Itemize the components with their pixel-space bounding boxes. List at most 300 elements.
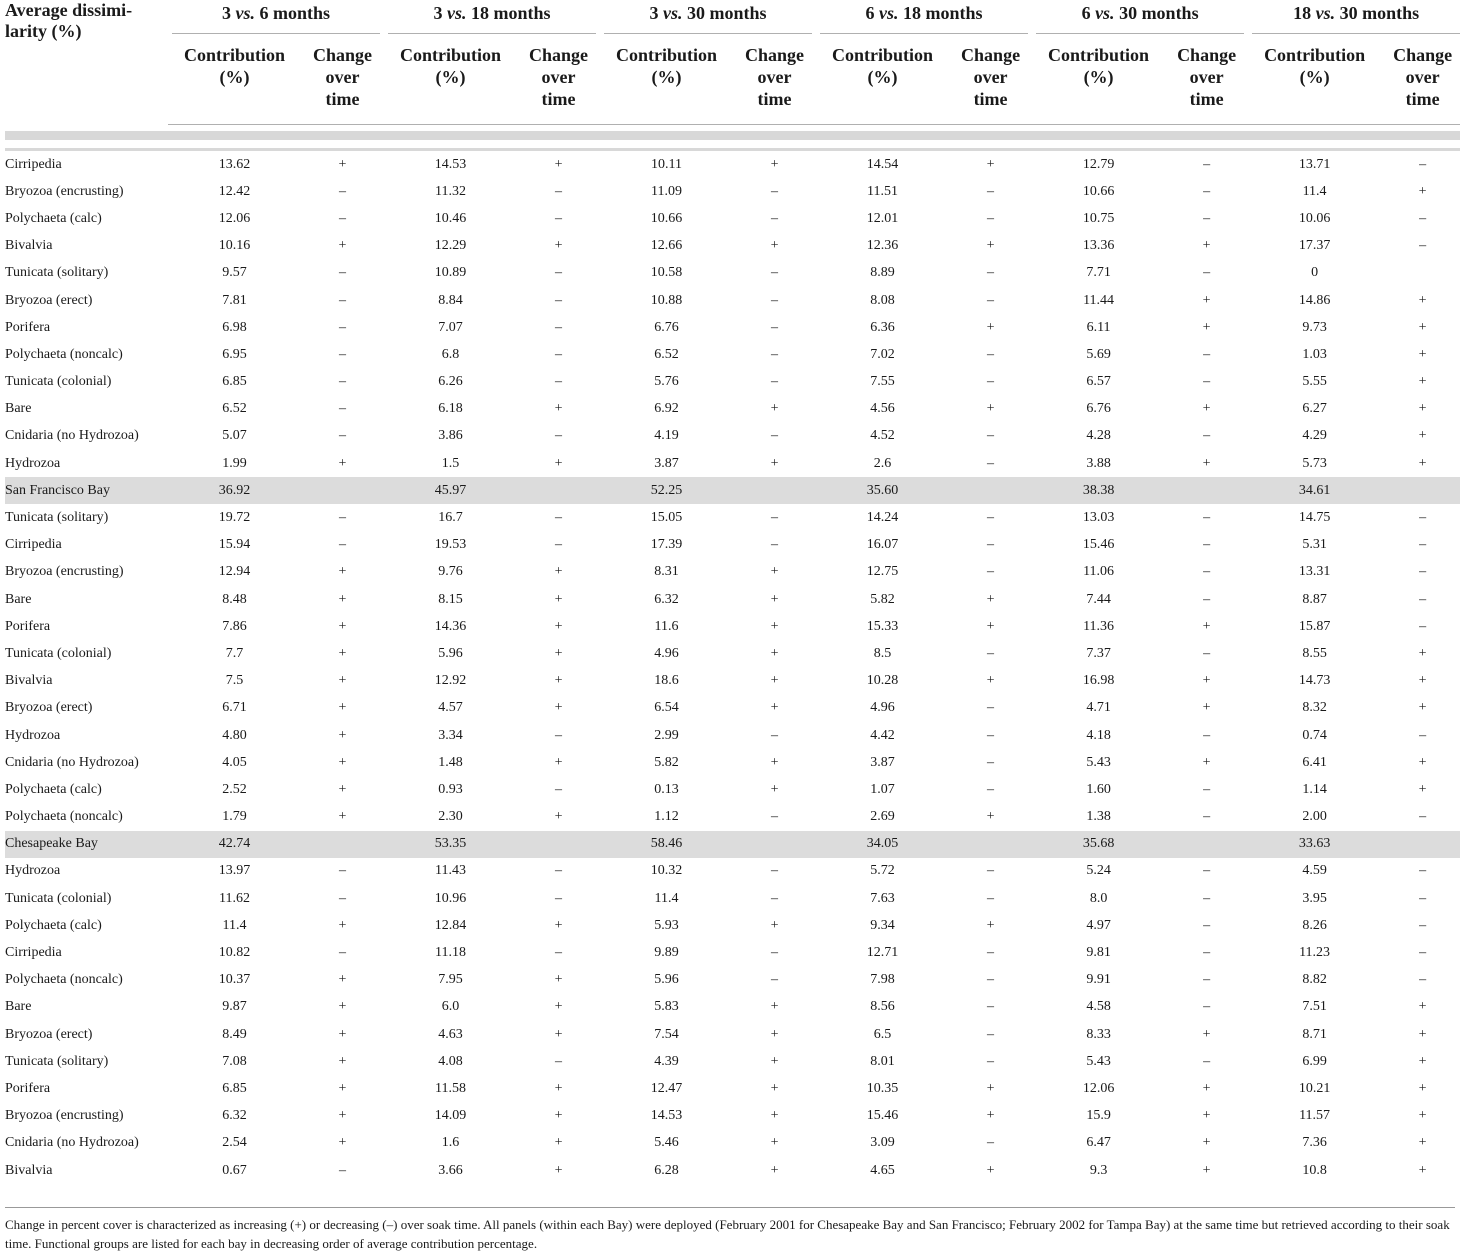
- functional-group-name: Bryozoa (encrusting): [5, 564, 124, 580]
- change-direction: +: [554, 673, 563, 689]
- functional-group-name: Tunicata (solitary): [5, 510, 109, 526]
- change-direction: –: [987, 1026, 995, 1042]
- table-row: [5, 586, 1460, 613]
- contribution-value: 13.31: [1298, 564, 1331, 580]
- change-direction: –: [1203, 972, 1211, 988]
- contribution-value: 12.36: [866, 238, 899, 254]
- contribution-value: 9.3: [1089, 1162, 1108, 1178]
- change-direction: [949, 477, 1032, 504]
- change-direction: –: [987, 972, 995, 988]
- contribution-value: 4.19: [654, 428, 679, 444]
- change-direction: +: [554, 591, 563, 607]
- contribution-value: 9.91: [1086, 972, 1111, 988]
- change-direction: +: [1418, 645, 1427, 661]
- contribution-value: 2.69: [870, 809, 895, 825]
- table-row: [5, 668, 1460, 695]
- dissimilarity-table: [5, 0, 1460, 1184]
- change-direction: –: [987, 346, 995, 362]
- change-direction: +: [1202, 1026, 1211, 1042]
- change-direction: –: [987, 183, 995, 199]
- functional-group-name: Cnidaria (no Hydrozoa): [5, 754, 139, 770]
- change-direction: +: [1202, 401, 1211, 417]
- functional-group-name: Bivalvia: [5, 238, 53, 254]
- contribution-value: 42.74: [168, 831, 301, 858]
- contribution-value: 12.29: [434, 238, 467, 254]
- contribution-value: 6.95: [222, 346, 247, 362]
- contribution-value: 5.72: [870, 863, 895, 879]
- contribution-value: 10.11: [651, 156, 683, 172]
- change-direction: +: [1418, 1053, 1427, 1069]
- change-direction: +: [338, 673, 347, 689]
- contribution-value: 9.34: [870, 917, 895, 933]
- change-direction: +: [1418, 346, 1427, 362]
- change-direction: +: [1418, 781, 1427, 797]
- contribution-value: 7.7: [225, 645, 244, 661]
- change-direction: +: [1202, 238, 1211, 254]
- change-direction: [1381, 260, 1460, 287]
- change-direction: +: [986, 238, 995, 254]
- change-direction: +: [770, 673, 779, 689]
- contribution-value: 1.03: [1302, 346, 1327, 362]
- contribution-value: 9.87: [222, 999, 247, 1015]
- change-direction: +: [554, 972, 563, 988]
- contribution-value: 6.76: [1086, 401, 1111, 417]
- change-direction: –: [555, 1053, 563, 1069]
- functional-group-name: Cirripedia: [5, 537, 62, 553]
- functional-group-name: Tunicata (colonial): [5, 890, 112, 906]
- functional-group-name: Hydrozoa: [5, 455, 61, 471]
- change-direction: +: [986, 618, 995, 634]
- change-direction: +: [338, 238, 347, 254]
- change-direction: +: [338, 1080, 347, 1096]
- change-direction: –: [555, 945, 563, 961]
- contribution-value: 14.53: [434, 156, 467, 172]
- contribution-value: 10.66: [1082, 183, 1115, 199]
- change-direction: –: [987, 292, 995, 308]
- change-direction: +: [554, 645, 563, 661]
- contribution-value: 10.89: [434, 265, 467, 281]
- change-direction: –: [987, 374, 995, 390]
- change-direction: –: [555, 890, 563, 906]
- change-direction: +: [1418, 374, 1427, 390]
- change-direction: +: [986, 591, 995, 607]
- comparison-header: 3 vs. 18 months: [384, 0, 600, 44]
- contribution-value: 14.53: [650, 1108, 683, 1124]
- change-direction: +: [1202, 700, 1211, 716]
- change-direction: –: [987, 564, 995, 580]
- contribution-value: 13.62: [218, 156, 251, 172]
- change-direction: –: [1203, 890, 1211, 906]
- change-direction: –: [771, 210, 779, 226]
- change-direction: –: [339, 183, 346, 199]
- contribution-value: 6.32: [222, 1108, 247, 1124]
- contribution-value: 6.0: [441, 999, 460, 1015]
- functional-group-name: Bryozoa (erect): [5, 292, 93, 308]
- contribution-value: 6.36: [870, 319, 895, 335]
- change-direction: +: [338, 754, 347, 770]
- change-direction: –: [1203, 428, 1211, 444]
- change-direction: –: [771, 863, 779, 879]
- change-direction: –: [1419, 727, 1427, 743]
- change-direction: +: [338, 455, 347, 471]
- contribution-value: 19.53: [434, 537, 467, 553]
- change-direction: +: [1202, 292, 1211, 308]
- contribution-value: 7.44: [1086, 591, 1111, 607]
- contribution-value: 15.94: [218, 537, 251, 553]
- contribution-value: 11.32: [435, 183, 466, 199]
- contribution-value: 5.69: [1086, 346, 1111, 362]
- change-direction: –: [987, 428, 995, 444]
- change-direction: –: [1419, 945, 1427, 961]
- change-direction: –: [987, 700, 995, 716]
- contribution-value: 6.85: [222, 1080, 247, 1096]
- functional-group-name: Cnidaria (no Hydrozoa): [5, 1135, 139, 1151]
- change-direction: +: [1202, 1162, 1211, 1178]
- contribution-value: 12.84: [434, 917, 467, 933]
- contribution-value: 12.06: [218, 210, 251, 226]
- contribution-value: 17.39: [650, 537, 683, 553]
- contribution-value: 9.81: [1086, 945, 1111, 961]
- change-direction: +: [1418, 1108, 1427, 1124]
- contribution-value: 8.48: [222, 591, 247, 607]
- contribution-value: 6.28: [654, 1162, 679, 1178]
- table-row: [5, 912, 1460, 939]
- contribution-value: 6.99: [1302, 1053, 1327, 1069]
- change-direction: +: [770, 754, 779, 770]
- table-row: [5, 1021, 1460, 1048]
- contribution-value: 4.97: [1086, 917, 1111, 933]
- footnote: Change in percent cover is characterized as increasing (+) or decreasing (–) over soak time. All panels (within each Bay) were deployed (February 2001 for Chesapeake Bay and San Francisco; February 2002 for Tampa Bay) at the same time but retrieved according to their soak time. Functional groups are listed for each bay in decreasing order of average contribution percentage.: [5, 1207, 1455, 1253]
- table-row: [5, 858, 1460, 885]
- change-direction: +: [986, 1108, 995, 1124]
- contribution-value: 5.76: [654, 374, 679, 390]
- change-direction: +: [338, 564, 347, 580]
- contribution-value: 38.38: [1032, 477, 1165, 504]
- contribution-value: 9.57: [222, 265, 247, 281]
- contribution-value: 0: [1311, 265, 1319, 281]
- functional-group-name: Porifera: [5, 319, 51, 335]
- change-direction: +: [770, 1026, 779, 1042]
- change-direction: –: [1203, 863, 1211, 879]
- table-row: [5, 178, 1460, 205]
- table-row: [5, 1075, 1460, 1102]
- contribution-value: 2.52: [222, 781, 247, 797]
- change-direction: –: [1419, 591, 1427, 607]
- functional-group-name: Bare: [5, 401, 32, 417]
- change-direction: –: [1203, 727, 1211, 743]
- contribution-value: 34.61: [1248, 477, 1381, 504]
- contribution-value: 8.26: [1302, 917, 1327, 933]
- change-direction: –: [1419, 238, 1427, 254]
- contribution-value: 10.06: [1298, 210, 1331, 226]
- change-direction: +: [986, 1162, 995, 1178]
- change-direction: –: [555, 510, 563, 526]
- change-direction: +: [770, 700, 779, 716]
- change-direction: +: [1418, 455, 1427, 471]
- contribution-value: 3.95: [1302, 890, 1327, 906]
- contribution-value: 14.24: [866, 510, 899, 526]
- change-direction: –: [555, 265, 563, 281]
- change-direction: +: [554, 1135, 563, 1151]
- contribution-value: 6.41: [1302, 754, 1327, 770]
- contribution-value: 11.09: [651, 183, 683, 199]
- change-direction: –: [1419, 972, 1427, 988]
- contribution-value: 12.94: [218, 564, 251, 580]
- change-direction: +: [1418, 428, 1427, 444]
- contribution-value: 14.73: [1298, 673, 1331, 689]
- contribution-value: 16.07: [866, 537, 899, 553]
- change-direction: –: [1203, 346, 1211, 362]
- change-direction: +: [554, 1026, 563, 1042]
- change-direction: +: [338, 1053, 347, 1069]
- contribution-value: 10.66: [650, 210, 683, 226]
- table-row: [5, 885, 1460, 912]
- contribution-value: 7.71: [1086, 265, 1111, 281]
- functional-group-name: Bryozoa (encrusting): [5, 1108, 124, 1124]
- change-direction: +: [554, 618, 563, 634]
- contribution-value: 15.9: [1086, 1108, 1111, 1124]
- contribution-value: 10.28: [866, 673, 899, 689]
- change-direction: [1381, 831, 1460, 858]
- contribution-value: 6.52: [654, 346, 679, 362]
- contribution-value: 3.87: [870, 754, 895, 770]
- contribution-value: 7.86: [222, 618, 247, 634]
- change-direction: +: [1418, 1135, 1427, 1151]
- contribution-value: 4.42: [870, 727, 895, 743]
- contribution-value: 10.88: [650, 292, 683, 308]
- contribution-value: 11.4: [654, 890, 679, 906]
- comparison-header: 6 vs. 18 months: [816, 0, 1032, 44]
- change-direction: +: [1202, 455, 1211, 471]
- change-direction: +: [338, 591, 347, 607]
- change-direction: –: [1203, 210, 1211, 226]
- change-direction: –: [339, 945, 346, 961]
- change-direction: –: [339, 265, 346, 281]
- change-direction: +: [338, 700, 347, 716]
- contribution-value: 10.8: [1302, 1162, 1327, 1178]
- table-row: [5, 1130, 1460, 1157]
- contribution-value: 12.71: [866, 945, 899, 961]
- change-direction: –: [555, 374, 563, 390]
- change-direction: –: [1203, 265, 1211, 281]
- contribution-value: 45.97: [384, 477, 517, 504]
- contribution-value: 1.14: [1302, 781, 1327, 797]
- change-over-time-header: Change over time: [949, 44, 1032, 125]
- change-direction: +: [554, 1162, 563, 1178]
- contribution-value: 1.99: [222, 455, 247, 471]
- change-direction: +: [770, 156, 779, 172]
- contribution-value: 6.98: [222, 319, 247, 335]
- contribution-value: 7.5: [225, 673, 244, 689]
- contribution-value: 5.83: [654, 999, 679, 1015]
- contribution-value: 1.12: [654, 809, 679, 825]
- change-direction: +: [554, 1080, 563, 1096]
- change-direction: +: [1418, 673, 1427, 689]
- contribution-value: 7.98: [870, 972, 895, 988]
- contribution-value: 11.23: [1299, 945, 1331, 961]
- change-direction: –: [771, 319, 779, 335]
- contribution-value: 1.48: [438, 754, 463, 770]
- contribution-value: 5.93: [654, 917, 679, 933]
- contribution-value: 11.43: [435, 863, 466, 879]
- contribution-value: 7.02: [870, 346, 895, 362]
- contribution-value: 4.52: [870, 428, 895, 444]
- table-row: [5, 205, 1460, 232]
- change-direction: –: [987, 781, 995, 797]
- contribution-value: 11.4: [222, 917, 247, 933]
- contribution-header: Contribution (%): [168, 44, 301, 125]
- change-direction: +: [1202, 673, 1211, 689]
- change-direction: –: [987, 537, 995, 553]
- contribution-value: 10.46: [434, 210, 467, 226]
- contribution-value: 34.05: [816, 831, 949, 858]
- table-row: [5, 967, 1460, 994]
- change-direction: +: [1418, 700, 1427, 716]
- functional-group-name: Hydrozoa: [5, 863, 61, 879]
- change-direction: –: [1203, 374, 1211, 390]
- change-direction: +: [338, 1108, 347, 1124]
- contribution-value: 8.33: [1086, 1026, 1111, 1042]
- contribution-value: 11.58: [435, 1080, 466, 1096]
- change-direction: –: [771, 292, 779, 308]
- change-direction: –: [1419, 510, 1427, 526]
- change-direction: –: [771, 890, 779, 906]
- change-direction: –: [1203, 537, 1211, 553]
- change-direction: +: [770, 999, 779, 1015]
- contribution-value: 5.96: [438, 645, 463, 661]
- change-direction: [733, 831, 816, 858]
- contribution-value: 11.4: [1302, 183, 1327, 199]
- table-row: [5, 423, 1460, 450]
- contribution-value: 4.08: [438, 1053, 463, 1069]
- contribution-value: 15.05: [650, 510, 683, 526]
- contribution-value: 14.09: [434, 1108, 467, 1124]
- change-over-time-header: Change over time: [1381, 44, 1460, 125]
- change-direction: –: [1203, 917, 1211, 933]
- contribution-value: 10.32: [650, 863, 683, 879]
- header-row-comparisons: [5, 0, 1460, 44]
- contribution-value: 12.66: [650, 238, 683, 254]
- contribution-value: 8.31: [654, 564, 679, 580]
- contribution-value: 1.07: [870, 781, 895, 797]
- table-row: [5, 559, 1460, 586]
- contribution-header: Contribution (%): [1248, 44, 1381, 125]
- contribution-value: 10.75: [1082, 210, 1115, 226]
- change-direction: +: [554, 1108, 563, 1124]
- contribution-value: 11.51: [867, 183, 899, 199]
- change-direction: +: [770, 401, 779, 417]
- change-direction: –: [339, 292, 346, 308]
- change-direction: +: [338, 809, 347, 825]
- change-direction: –: [771, 809, 779, 825]
- contribution-value: 8.71: [1302, 1026, 1327, 1042]
- change-direction: +: [554, 238, 563, 254]
- change-direction: [301, 831, 384, 858]
- contribution-value: 33.63: [1248, 831, 1381, 858]
- table-row: [5, 1157, 1460, 1184]
- change-direction: –: [555, 727, 563, 743]
- change-direction: –: [339, 537, 346, 553]
- functional-group-name: Polychaeta (noncalc): [5, 972, 123, 988]
- contribution-value: 2.54: [222, 1135, 247, 1151]
- table-row: [5, 939, 1460, 966]
- contribution-value: 3.09: [870, 1135, 895, 1151]
- change-direction: +: [554, 999, 563, 1015]
- change-direction: –: [1203, 945, 1211, 961]
- contribution-value: 7.37: [1086, 645, 1111, 661]
- header-row-columns: [5, 44, 1460, 125]
- change-direction: –: [771, 183, 779, 199]
- contribution-value: 11.36: [1083, 618, 1115, 634]
- change-direction: –: [555, 863, 563, 879]
- change-direction: –: [771, 510, 779, 526]
- contribution-value: 10.16: [218, 238, 251, 254]
- change-direction: –: [987, 645, 995, 661]
- table-row: [5, 1048, 1460, 1075]
- contribution-value: 12.01: [866, 210, 899, 226]
- contribution-value: 4.63: [438, 1026, 463, 1042]
- change-direction: +: [338, 156, 347, 172]
- change-direction: +: [770, 564, 779, 580]
- functional-group-name: Hydrozoa: [5, 727, 61, 743]
- contribution-value: 2.30: [438, 809, 463, 825]
- contribution-value: 8.87: [1302, 591, 1327, 607]
- change-direction: –: [339, 863, 346, 879]
- contribution-value: 8.0: [1089, 890, 1108, 906]
- change-direction: –: [339, 210, 346, 226]
- change-direction: +: [986, 1080, 995, 1096]
- change-over-time-header: Change over time: [733, 44, 816, 125]
- contribution-value: 7.51: [1302, 999, 1327, 1015]
- contribution-value: 3.87: [654, 455, 679, 471]
- contribution-value: 4.18: [1086, 727, 1111, 743]
- change-direction: –: [339, 510, 346, 526]
- change-direction: –: [987, 999, 995, 1015]
- contribution-value: 4.57: [438, 700, 463, 716]
- change-direction: –: [771, 945, 779, 961]
- contribution-value: 6.8: [441, 346, 460, 362]
- bay-summary-row: [5, 831, 1460, 858]
- change-direction: –: [555, 346, 563, 362]
- contribution-value: 2.99: [654, 727, 679, 743]
- contribution-value: 13.71: [1298, 156, 1331, 172]
- change-direction: +: [1202, 754, 1211, 770]
- change-direction: +: [338, 618, 347, 634]
- change-direction: [1165, 831, 1248, 858]
- contribution-value: 0.93: [438, 781, 463, 797]
- table-row: [5, 994, 1460, 1021]
- contribution-value: 5.82: [654, 754, 679, 770]
- change-direction: –: [339, 401, 346, 417]
- contribution-value: 5.43: [1086, 1053, 1111, 1069]
- contribution-value: 16.7: [438, 510, 463, 526]
- change-direction: –: [1203, 1053, 1211, 1069]
- contribution-value: 4.71: [1086, 700, 1111, 716]
- change-direction: –: [339, 1162, 346, 1178]
- contribution-value: 14.36: [434, 618, 467, 634]
- table-row: [5, 1103, 1460, 1130]
- functional-group-name: Bare: [5, 999, 32, 1015]
- change-direction: –: [555, 292, 563, 308]
- contribution-value: 8.15: [438, 591, 463, 607]
- contribution-value: 53.35: [384, 831, 517, 858]
- functional-group-name: Cirripedia: [5, 945, 62, 961]
- change-direction: +: [770, 781, 779, 797]
- contribution-value: 5.96: [654, 972, 679, 988]
- contribution-value: 19.72: [218, 510, 251, 526]
- contribution-value: 6.47: [1086, 1135, 1111, 1151]
- contribution-value: 6.26: [438, 374, 463, 390]
